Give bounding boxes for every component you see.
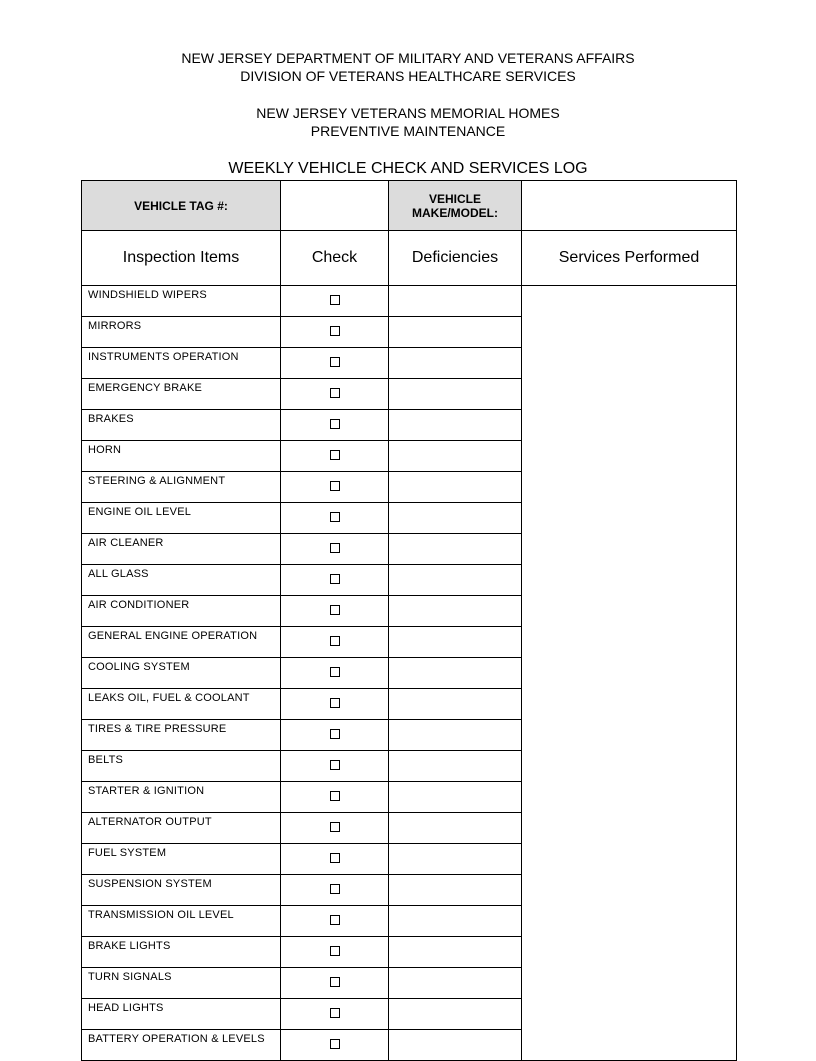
deficiencies-cell[interactable]: [389, 689, 522, 720]
deficiencies-cell[interactable]: [389, 658, 522, 689]
vehicle-make-label-line-2: MAKE/MODEL:: [412, 205, 498, 220]
check-box[interactable]: [330, 295, 340, 305]
check-box[interactable]: [330, 512, 340, 522]
check-box[interactable]: [330, 419, 340, 429]
deficiencies-cell[interactable]: [389, 906, 522, 937]
deficiencies-cell[interactable]: [389, 782, 522, 813]
check-box[interactable]: [330, 791, 340, 801]
deficiencies-cell[interactable]: [389, 348, 522, 379]
check-box[interactable]: [330, 388, 340, 398]
inspection-item-label: TRANSMISSION OIL LEVEL: [82, 906, 281, 937]
check-cell: [281, 906, 389, 937]
check-cell: [281, 968, 389, 999]
deficiencies-cell[interactable]: [389, 596, 522, 627]
check-cell: [281, 348, 389, 379]
inspection-row: [82, 286, 737, 317]
deficiencies-cell[interactable]: [389, 720, 522, 751]
inspection-item-label: GENERAL ENGINE OPERATION: [82, 627, 281, 658]
inspection-item-label: BRAKES: [82, 410, 281, 441]
inspection-item-label: WINDSHIELD WIPERS: [82, 286, 281, 317]
check-box[interactable]: [330, 853, 340, 863]
inspection-item-label: LEAKS OIL, FUEL & COOLANT: [82, 689, 281, 720]
check-box[interactable]: [330, 543, 340, 553]
check-cell: [281, 441, 389, 472]
deficiencies-cell[interactable]: [389, 379, 522, 410]
inspection-item-label: BATTERY OPERATION & LEVELS: [82, 1030, 281, 1061]
services-performed-area[interactable]: [522, 286, 737, 1061]
check-cell: [281, 999, 389, 1030]
check-cell: [281, 410, 389, 441]
inspection-item-label: INSTRUMENTS OPERATION: [82, 348, 281, 379]
inspection-item-label: SUSPENSION SYSTEM: [82, 875, 281, 906]
inspection-item-label: STEERING & ALIGNMENT: [82, 472, 281, 503]
check-cell: [281, 658, 389, 689]
inspection-item-label: TIRES & TIRE PRESSURE: [82, 720, 281, 751]
inspection-item-label: EMERGENCY BRAKE: [82, 379, 281, 410]
vehicle-tag-label: VEHICLE TAG #:: [82, 181, 281, 231]
deficiencies-cell[interactable]: [389, 503, 522, 534]
check-box[interactable]: [330, 1008, 340, 1018]
check-cell: [281, 565, 389, 596]
inspection-item-label: AIR CLEANER: [82, 534, 281, 565]
inspection-item-label: COOLING SYSTEM: [82, 658, 281, 689]
check-box[interactable]: [330, 884, 340, 894]
check-box[interactable]: [330, 605, 340, 615]
deficiencies-cell[interactable]: [389, 813, 522, 844]
check-cell: [281, 534, 389, 565]
column-header-services: Services Performed: [522, 231, 737, 286]
check-cell: [281, 317, 389, 348]
deficiencies-cell[interactable]: [389, 844, 522, 875]
inspection-item-label: BRAKE LIGHTS: [82, 937, 281, 968]
deficiencies-cell[interactable]: [389, 999, 522, 1030]
deficiencies-cell[interactable]: [389, 627, 522, 658]
deficiencies-cell[interactable]: [389, 968, 522, 999]
check-cell: [281, 689, 389, 720]
check-cell: [281, 472, 389, 503]
check-box[interactable]: [330, 1039, 340, 1049]
deficiencies-cell[interactable]: [389, 286, 522, 317]
deficiencies-cell[interactable]: [389, 317, 522, 348]
check-cell: [281, 720, 389, 751]
vehicle-make-label-line-1: VEHICLE: [428, 191, 481, 206]
check-box[interactable]: [330, 450, 340, 460]
deficiencies-cell[interactable]: [389, 751, 522, 782]
check-cell: [281, 813, 389, 844]
check-cell: [281, 596, 389, 627]
check-box[interactable]: [330, 326, 340, 336]
form-title: WEEKLY VEHICLE CHECK AND SERVICES LOG: [228, 160, 588, 177]
inspection-item-label: STARTER & IGNITION: [82, 782, 281, 813]
vehicle-tag-field[interactable]: [281, 181, 389, 231]
check-box[interactable]: [330, 977, 340, 987]
column-header-check: Check: [281, 231, 389, 286]
header-line-3: NEW JERSEY VETERANS MEMORIAL HOMES: [256, 105, 560, 121]
inspection-item-label: HEAD LIGHTS: [82, 999, 281, 1030]
check-cell: [281, 844, 389, 875]
vehicle-log-table: [81, 180, 737, 1061]
inspection-item-label: TURN SIGNALS: [82, 968, 281, 999]
deficiencies-cell[interactable]: [389, 565, 522, 596]
deficiencies-cell[interactable]: [389, 410, 522, 441]
check-box[interactable]: [330, 760, 340, 770]
check-box[interactable]: [330, 946, 340, 956]
check-box[interactable]: [330, 574, 340, 584]
inspection-item-label: BELTS: [82, 751, 281, 782]
check-cell: [281, 751, 389, 782]
header-line-1: NEW JERSEY DEPARTMENT OF MILITARY AND VETERANS AFFAIRS: [181, 50, 635, 66]
inspection-item-label: ENGINE OIL LEVEL: [82, 503, 281, 534]
check-cell: [281, 503, 389, 534]
inspection-item-label: AIR CONDITIONER: [82, 596, 281, 627]
deficiencies-cell[interactable]: [389, 472, 522, 503]
check-cell: [281, 379, 389, 410]
column-header-deficiencies: Deficiencies: [389, 231, 522, 286]
check-box[interactable]: [330, 357, 340, 367]
check-box[interactable]: [330, 667, 340, 677]
inspection-item-label: ALL GLASS: [82, 565, 281, 596]
check-box[interactable]: [330, 729, 340, 739]
inspection-item-label: MIRRORS: [82, 317, 281, 348]
vehicle-make-model-field[interactable]: [522, 181, 737, 231]
check-cell: [281, 875, 389, 906]
check-box[interactable]: [330, 698, 340, 708]
check-box[interactable]: [330, 822, 340, 832]
deficiencies-cell[interactable]: [389, 875, 522, 906]
check-cell: [281, 937, 389, 968]
column-header-items: Inspection Items: [82, 231, 281, 286]
header-line-4: PREVENTIVE MAINTENANCE: [310, 123, 506, 139]
deficiencies-cell[interactable]: [389, 441, 522, 472]
inspection-item-label: ALTERNATOR OUTPUT: [82, 813, 281, 844]
inspection-item-label: FUEL SYSTEM: [82, 844, 281, 875]
check-cell: [281, 286, 389, 317]
inspection-item-label: HORN: [82, 441, 281, 472]
header-line-2: DIVISION OF VETERANS HEALTHCARE SERVICES: [240, 68, 576, 84]
deficiencies-cell[interactable]: [389, 534, 522, 565]
check-cell: [281, 782, 389, 813]
deficiencies-cell[interactable]: [389, 937, 522, 968]
check-box[interactable]: [330, 915, 340, 925]
check-cell: [281, 627, 389, 658]
check-box[interactable]: [330, 636, 340, 646]
check-box[interactable]: [330, 481, 340, 491]
vehicle-info-row: [82, 181, 737, 231]
column-header-row: [82, 231, 737, 286]
vehicle-make-model-label: [389, 181, 522, 231]
